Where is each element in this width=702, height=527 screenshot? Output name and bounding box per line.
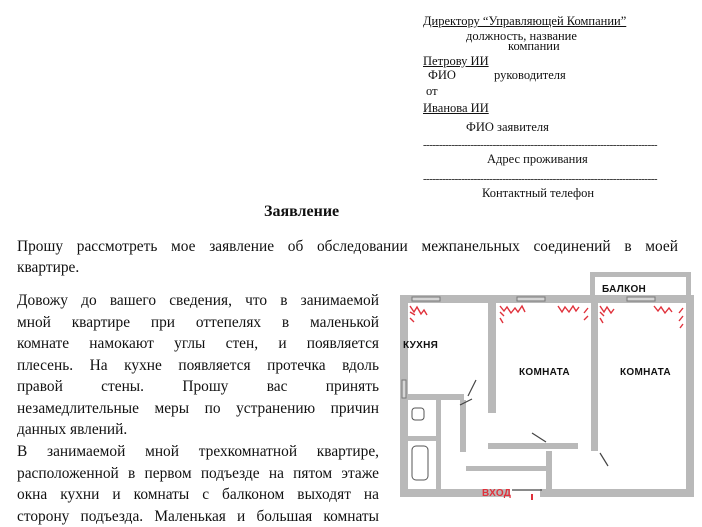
paragraph-line: сторону подъезда. Маленькая и большая комнаты — [17, 506, 379, 527]
paragraph-line: правой стены. Прошу вас принять — [17, 376, 379, 398]
addressee-line: Директору “Управляющей Компании” — [423, 14, 626, 28]
paragraph-line: Довожу до вашего сведения, что в занимаемой — [17, 290, 379, 312]
label-kitchen: КУХНЯ — [403, 340, 438, 351]
floor-plan — [392, 268, 698, 512]
damp-mark — [600, 306, 614, 323]
doors — [460, 380, 608, 490]
position-hint-2: компании — [508, 39, 560, 53]
fio-label: ФИО — [428, 68, 456, 82]
applicant-hint: ФИО заявителя — [466, 120, 549, 134]
toilet-icon — [412, 408, 424, 420]
applicant-name: Иванова ИИ — [423, 101, 489, 115]
label-room-2: КОМНАТА — [620, 367, 671, 378]
paragraph-line: расположенной в первом подъезде на пятом этаже — [17, 463, 379, 485]
label-balcony: БАЛКОН — [602, 284, 646, 295]
position-hint: должность, название — [466, 29, 577, 43]
phone-hint: Контактный телефон — [482, 186, 594, 200]
window-icon — [412, 297, 440, 301]
paragraph-3 — [17, 441, 379, 527]
damp-marks — [410, 306, 683, 328]
paragraph-line: данных явлений. — [17, 419, 379, 441]
document-title: Заявление — [264, 203, 339, 221]
label-entrance: ВХОД — [482, 488, 511, 499]
address-hint: Адрес проживания — [487, 152, 588, 166]
door-icon — [600, 453, 608, 466]
bathroom-fixtures — [412, 408, 428, 480]
plan-walls — [400, 272, 694, 497]
director-name: Петрову ИИ — [423, 54, 489, 68]
address-dash-line: -------------------------------------------------------------------------- — [423, 140, 625, 150]
door-icon — [468, 380, 476, 396]
window-icon — [402, 380, 406, 398]
bathtub-icon — [412, 446, 428, 480]
from-label: от — [426, 84, 438, 98]
paragraph-1-line-2: квартире. — [17, 257, 678, 279]
window-icon — [627, 297, 655, 301]
windows — [402, 297, 655, 398]
paragraph-1-line-1: Прошу рассмотреть мое заявление об обследовании межпанельных соединений в моей — [17, 236, 678, 258]
paragraph-2 — [17, 290, 379, 441]
damp-mark — [654, 306, 683, 328]
paragraph-line: окна кухни и комнаты с балконом выходят на — [17, 484, 379, 506]
paragraph-line: плесень. На кухне появляется протечка вдоль — [17, 355, 379, 377]
paragraph-line: комнате намокают углы стен, и появляется — [17, 333, 379, 355]
damp-mark — [410, 306, 427, 322]
damp-mark — [500, 306, 525, 323]
paragraph-line: незамедлительные меры по устранению причин — [17, 398, 379, 420]
head-label: руководителя — [494, 68, 566, 82]
phone-dash-line: -------------------------------------------------------------------------- — [423, 174, 625, 184]
label-room-1: КОМНАТА — [519, 367, 570, 378]
window-icon — [517, 297, 545, 301]
paragraph-line: мной квартире при оттепелях в маленькой — [17, 312, 379, 334]
paragraph-line: В занимаемой мной трехкомнатной квартире, — [17, 441, 379, 463]
damp-mark — [558, 306, 588, 320]
door-icon — [532, 433, 546, 442]
